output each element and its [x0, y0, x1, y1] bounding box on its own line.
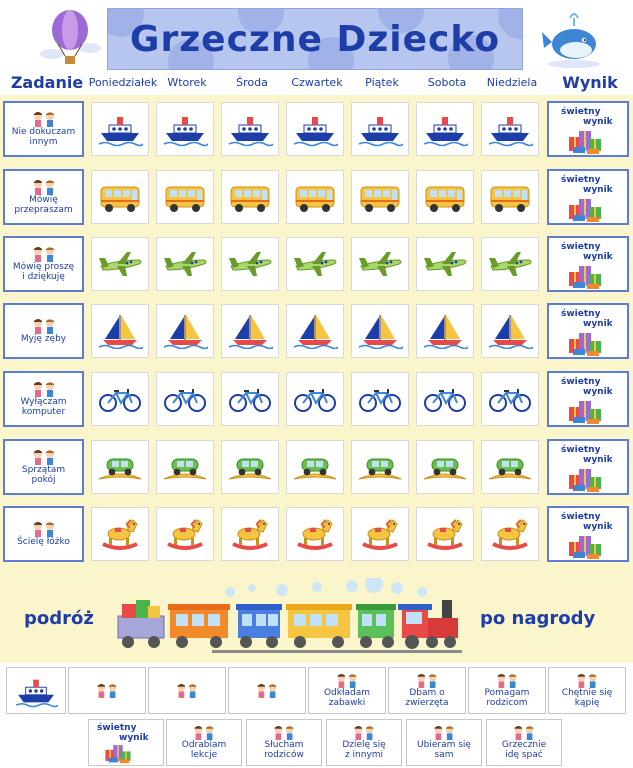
day-cell[interactable]	[286, 507, 344, 561]
result-text	[561, 242, 623, 262]
task-label-line2: pokój	[31, 475, 56, 485]
bus-icon	[422, 179, 468, 215]
day-cell[interactable]	[351, 237, 409, 291]
car-icon	[227, 449, 273, 485]
airplane-icon	[162, 246, 208, 282]
sticker-label-line2: zwierzęta	[405, 698, 449, 708]
day-cell[interactable]	[286, 237, 344, 291]
bus-icon	[97, 179, 143, 215]
sticker-label-line2: idę spać	[505, 750, 543, 760]
car-icon	[162, 449, 208, 485]
rocking-horse-icon	[97, 516, 143, 552]
day-cell[interactable]	[481, 102, 539, 156]
result-line2: wynik	[583, 455, 613, 465]
kids-icon	[29, 521, 59, 537]
day-cell[interactable]	[481, 170, 539, 224]
bicycle-icon	[162, 381, 208, 417]
day-cell[interactable]	[156, 304, 214, 358]
day-cell[interactable]	[221, 237, 279, 291]
kids-icon	[572, 673, 602, 688]
day-cell[interactable]	[416, 304, 474, 358]
task-cell	[3, 506, 84, 562]
sticker-label-line2: rodzicom	[486, 698, 528, 708]
result-line1: świetny	[561, 175, 601, 185]
sticker-label-line1: Chętnie się	[561, 688, 613, 698]
day-cell[interactable]	[221, 304, 279, 358]
title-banner	[107, 8, 523, 70]
result-text	[561, 445, 623, 465]
sticker[interactable]	[548, 667, 626, 714]
day-cell[interactable]	[156, 170, 214, 224]
sticker-label-line2: lekcje	[190, 750, 218, 760]
bus-icon	[162, 179, 208, 215]
day-cell[interactable]	[221, 102, 279, 156]
hot-air-balloon-icon	[38, 6, 102, 70]
car-icon	[422, 449, 468, 485]
day-header-0: Poniedziałek	[88, 76, 158, 89]
kids-icon	[29, 111, 59, 127]
day-cell[interactable]	[156, 102, 214, 156]
gifts-icon	[567, 532, 603, 560]
day-cell[interactable]	[351, 372, 409, 426]
result-line1: świetny	[561, 242, 601, 252]
day-cell[interactable]	[221, 507, 279, 561]
day-header-3: Czwartek	[291, 76, 343, 89]
kids-icon	[29, 318, 59, 334]
day-cell[interactable]	[351, 304, 409, 358]
result-line2: wynik	[119, 733, 149, 743]
day-header-4: Piątek	[365, 76, 399, 89]
gifts-icon	[567, 329, 603, 357]
sticker[interactable]	[308, 667, 386, 714]
whale-icon	[540, 10, 610, 70]
day-cell[interactable]	[91, 440, 149, 494]
day-cell[interactable]	[286, 372, 344, 426]
gifts-icon	[567, 195, 603, 223]
result-text	[561, 107, 623, 127]
bicycle-icon	[292, 381, 338, 417]
sailboat-icon	[422, 313, 468, 349]
task-label-line2: komputer	[21, 407, 66, 417]
result-column-header: Wynik	[562, 73, 618, 92]
gifts-icon	[567, 465, 603, 493]
day-cell[interactable]	[416, 170, 474, 224]
task-column-header: Zadanie	[10, 73, 84, 92]
task-cell	[3, 101, 84, 157]
car-icon	[487, 449, 533, 485]
result-line2: wynik	[583, 252, 613, 262]
day-cell[interactable]	[481, 304, 539, 358]
kids-icon	[29, 449, 59, 465]
day-cell[interactable]	[91, 237, 149, 291]
result-text	[561, 377, 623, 397]
task-cell	[3, 303, 84, 359]
result-line1: świetny	[561, 512, 601, 522]
bicycle-icon	[357, 381, 403, 417]
task-label-line1: Mówię proszę	[12, 262, 75, 272]
day-cell[interactable]	[156, 440, 214, 494]
ship-icon	[422, 111, 468, 147]
rocking-horse-icon	[227, 516, 273, 552]
bicycle-icon	[97, 381, 143, 417]
sticker[interactable]	[406, 719, 482, 766]
sticker[interactable]	[468, 667, 546, 714]
day-cell[interactable]	[351, 440, 409, 494]
day-cell[interactable]	[416, 507, 474, 561]
sticker[interactable]	[6, 667, 66, 714]
day-cell[interactable]	[156, 507, 214, 561]
bicycle-icon	[487, 381, 533, 417]
airplane-icon	[487, 246, 533, 282]
bus-icon	[357, 179, 403, 215]
kids-icon	[332, 673, 362, 688]
ship-icon	[357, 111, 403, 147]
sticker[interactable]	[326, 719, 402, 766]
car-icon	[97, 449, 143, 485]
task-cell	[3, 371, 84, 427]
day-cell[interactable]	[416, 372, 474, 426]
day-cell[interactable]	[351, 170, 409, 224]
day-cell[interactable]	[481, 507, 539, 561]
gifts-icon	[103, 742, 133, 764]
task-label-line1: Nie dokuczam	[11, 127, 76, 137]
result-cell[interactable]	[547, 169, 629, 225]
kids-icon	[252, 683, 282, 698]
day-header-1: Wtorek	[167, 76, 207, 89]
sticker[interactable]	[228, 667, 306, 714]
gifts-icon	[567, 127, 603, 155]
kids-icon	[492, 673, 522, 688]
bus-icon	[227, 179, 273, 215]
train-icon	[112, 578, 472, 660]
airplane-icon	[422, 246, 468, 282]
sticker-label-line2: z innymi	[344, 750, 384, 760]
task-label-line1: Mówię	[29, 195, 58, 205]
sticker[interactable]	[148, 667, 226, 714]
kids-icon	[349, 725, 379, 740]
kids-icon	[509, 725, 539, 740]
sailboat-icon	[162, 313, 208, 349]
ship-icon	[487, 111, 533, 147]
gifts-icon	[567, 397, 603, 425]
day-cell[interactable]	[416, 102, 474, 156]
result-cell[interactable]	[547, 439, 629, 495]
sticker[interactable]	[68, 667, 146, 714]
sticker-label-line1: Odrabiam	[181, 740, 227, 750]
day-cell[interactable]	[91, 304, 149, 358]
kids-icon	[29, 179, 59, 195]
day-cell[interactable]	[91, 170, 149, 224]
task-cell	[3, 439, 84, 495]
sailboat-icon	[227, 313, 273, 349]
task-label-line2: innym	[29, 137, 58, 147]
day-cell[interactable]	[221, 170, 279, 224]
sticker-label-line2: rodziców	[264, 750, 304, 760]
train-right-text: po nagrody	[480, 608, 596, 629]
gifts-icon	[567, 262, 603, 290]
sticker-label-line2: sam	[434, 750, 454, 760]
airplane-icon	[227, 246, 273, 282]
task-label-line1: Myję zęby	[20, 334, 67, 344]
sticker[interactable]	[486, 719, 562, 766]
day-cell[interactable]	[156, 372, 214, 426]
day-cell[interactable]	[221, 372, 279, 426]
kids-icon	[29, 381, 59, 397]
sailboat-icon	[487, 313, 533, 349]
result-line2: wynik	[583, 522, 613, 532]
sticker[interactable]	[88, 719, 164, 766]
day-cell[interactable]	[221, 440, 279, 494]
task-label-line1: Ścielę łóżko	[17, 537, 70, 547]
rocking-horse-icon	[487, 516, 533, 552]
car-icon	[292, 449, 338, 485]
airplane-icon	[292, 246, 338, 282]
kids-icon	[172, 683, 202, 698]
day-cell[interactable]	[416, 440, 474, 494]
sticker-label-line2: zabawki	[328, 698, 366, 708]
day-cell[interactable]	[156, 237, 214, 291]
sailboat-icon	[292, 313, 338, 349]
kids-icon	[429, 725, 459, 740]
airplane-icon	[357, 246, 403, 282]
result-line2: wynik	[583, 387, 613, 397]
day-cell[interactable]	[91, 102, 149, 156]
day-cell[interactable]	[481, 372, 539, 426]
day-cell[interactable]	[91, 372, 149, 426]
bicycle-icon	[422, 381, 468, 417]
sticker-label-line2: kąpię	[574, 698, 600, 708]
task-label-line1: Sprzątam	[21, 465, 66, 475]
ship-icon	[227, 111, 273, 147]
task-label-line1: Wyłączam	[20, 397, 67, 407]
task-label-line2: i dziękuję	[22, 272, 65, 282]
kids-icon	[92, 683, 122, 698]
day-header-5: Sobota	[427, 76, 467, 89]
result-cell[interactable]	[547, 371, 629, 427]
result-cell[interactable]	[547, 506, 629, 562]
kids-icon	[412, 673, 442, 688]
result-line1: świetny	[561, 377, 601, 387]
airplane-icon	[97, 246, 143, 282]
sticker-label-line1: Ubieram się	[417, 740, 471, 750]
result-line2: wynik	[583, 117, 613, 127]
result-text	[97, 723, 149, 743]
rocking-horse-icon	[357, 516, 403, 552]
day-cell[interactable]	[481, 440, 539, 494]
rocking-horse-icon	[162, 516, 208, 552]
result-cell[interactable]	[547, 303, 629, 359]
result-line2: wynik	[583, 185, 613, 195]
day-cell[interactable]	[286, 170, 344, 224]
task-label-line2: przepraszam	[14, 205, 73, 215]
kids-icon	[269, 725, 299, 740]
day-cell[interactable]	[286, 440, 344, 494]
task-cell	[3, 169, 84, 225]
sticker-label-line1: Dzielę się	[342, 740, 386, 750]
result-line1: świetny	[561, 107, 601, 117]
sticker-label-line1: Słucham	[264, 740, 304, 750]
sticker-label-line1: Pomagam	[484, 688, 530, 698]
ship-icon	[97, 111, 143, 147]
sticker-label-line1: Grzecznie	[501, 740, 547, 750]
sailboat-icon	[97, 313, 143, 349]
rocking-horse-icon	[422, 516, 468, 552]
rocking-horse-icon	[292, 516, 338, 552]
train-left-text: podróż	[24, 608, 94, 629]
day-cell[interactable]	[351, 507, 409, 561]
car-icon	[357, 449, 403, 485]
ship-icon	[14, 674, 58, 708]
result-cell[interactable]	[547, 236, 629, 292]
page-title: Grzeczne Dziecko	[129, 18, 501, 60]
kids-icon	[189, 725, 219, 740]
day-cell[interactable]	[286, 102, 344, 156]
result-text	[561, 309, 623, 329]
day-cell[interactable]	[481, 237, 539, 291]
header	[0, 0, 633, 95]
result-cell[interactable]	[547, 101, 629, 157]
result-text	[561, 512, 623, 532]
sticker[interactable]	[246, 719, 322, 766]
result-text	[561, 175, 623, 195]
ship-icon	[292, 111, 338, 147]
day-cell[interactable]	[286, 304, 344, 358]
day-header-6: Niedziela	[486, 76, 538, 89]
ship-icon	[162, 111, 208, 147]
result-line1: świetny	[561, 309, 601, 319]
sticker[interactable]	[166, 719, 242, 766]
sticker-label-line1: Dbam o	[409, 688, 445, 698]
sailboat-icon	[357, 313, 403, 349]
day-cell[interactable]	[416, 237, 474, 291]
sticker[interactable]	[388, 667, 466, 714]
bus-icon	[487, 179, 533, 215]
sticker-label-line1: Odkładam	[323, 688, 371, 698]
bicycle-icon	[227, 381, 273, 417]
day-header-2: Środa	[236, 76, 268, 89]
task-cell	[3, 236, 84, 292]
day-cell[interactable]	[91, 507, 149, 561]
result-line1: świetny	[97, 723, 137, 733]
result-line2: wynik	[583, 319, 613, 329]
result-line1: świetny	[561, 445, 601, 455]
kids-icon	[29, 246, 59, 262]
bus-icon	[292, 179, 338, 215]
day-cell[interactable]	[351, 102, 409, 156]
